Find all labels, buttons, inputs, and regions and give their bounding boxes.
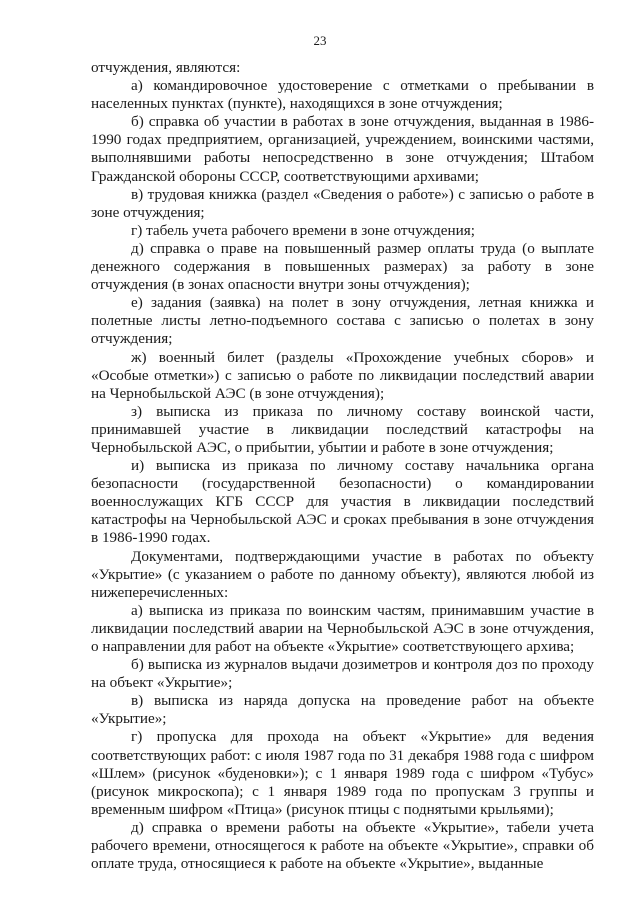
paragraph: з) выписка из приказа по личному составу воинской части, принимавшей участие в ликвидации последствий катастрофы на Чернобыльской АЭС, о прибытии, убытии и работе в зоне отчуждения;	[91, 402, 594, 456]
paragraph: в) выписка из наряда допуска на проведение работ на объекте «Укрытие»;	[91, 692, 594, 728]
paragraph: в) трудовая книжка (раздел «Сведения о работе») с записью о работе в зоне отчуждения;	[91, 185, 594, 221]
paragraph: а) выписка из приказа по воинским частям, принимавшим участие в ликвидации последствий аварии на Чернобыльской АЭС в зоне отчуждения, о направлении для работ на объекте «Укрытие» соответствующего архива;	[91, 601, 594, 655]
paragraph: г) пропуска для прохода на объект «Укрытие» для ведения соответствующих работ: с июля 1987 года по 31 декабря 1988 года с шифром «Шлем» (рисунок «буденовки»); с 1 января 1989 года с шифром «Тубус» (рисунок микроскопа); с 1 января 1989 года по пропускам 3 группы и временным шифром «Птица» (рисунок птицы с поднятыми крыльями);	[91, 728, 594, 818]
paragraph: Документами, подтверждающими участие в работах по объекту «Укрытие» (с указанием о работе по данному объекту), являются любой из нижеперечисленных:	[91, 547, 594, 601]
document-body	[91, 59, 594, 873]
paragraph: д) справка о праве на повышенный размер оплаты труда (о выплате денежного содержания в повышенных размерах) за работу в зоне отчуждения (в зонах опасности внутри зоны отчуждения);	[91, 239, 594, 294]
paragraph: ж) военный билет (разделы «Прохождение учебных сборов» и «Особые отметки») с записью о работе по ликвидации последствий аварии на Чернобыльской АЭС (в зоне отчуждения);	[91, 348, 594, 402]
page-number: 23	[313, 33, 327, 48]
paragraph: а) командировочное удостоверение с отметками о пребывании в населенных пунктах (пункте), находящихся в зоне отчуждения;	[91, 77, 594, 113]
paragraph: г) табель учета рабочего времени в зоне отчуждения;	[131, 221, 475, 239]
paragraph: б) справка об участии в работах в зоне отчуждения, выданная в 1986-1990 годах предприятием, организацией, учреждением, воинскими частями, выполнявшими работы непосредственно в зоне отчуждения; Штабом Гражданской обороны СССР, соответствующими архивами;	[91, 113, 594, 185]
paragraph: б) выписка из журналов выдачи дозиметров и контроля доз по проходу на объект «Укрытие»;	[91, 656, 594, 692]
paragraph: и) выписка из приказа по личному составу начальника органа безопасности (государственной безопасности) о командировании военнослужащих КГБ СССР для участия в ликвидации последствий катастрофы на Чернобыльской АЭС и сроках пребывания в зоне отчуждения в 1986-1990 годах.	[91, 457, 594, 547]
paragraph: е) задания (заявка) на полет в зону отчуждения, летная книжка и полетные листы летно-подъемного состава с записью о полетах в зону отчуждения;	[91, 294, 594, 348]
paragraph: отчуждения, являются:	[91, 59, 241, 76]
paragraph: д) справка о времени работы на объекте «Укрытие», табели учета рабочего времени, относящегося к работе на объекте «Укрытие», справки об оплате труда, относящиеся к работе на объекте «Укрытие», выданные	[91, 818, 594, 873]
